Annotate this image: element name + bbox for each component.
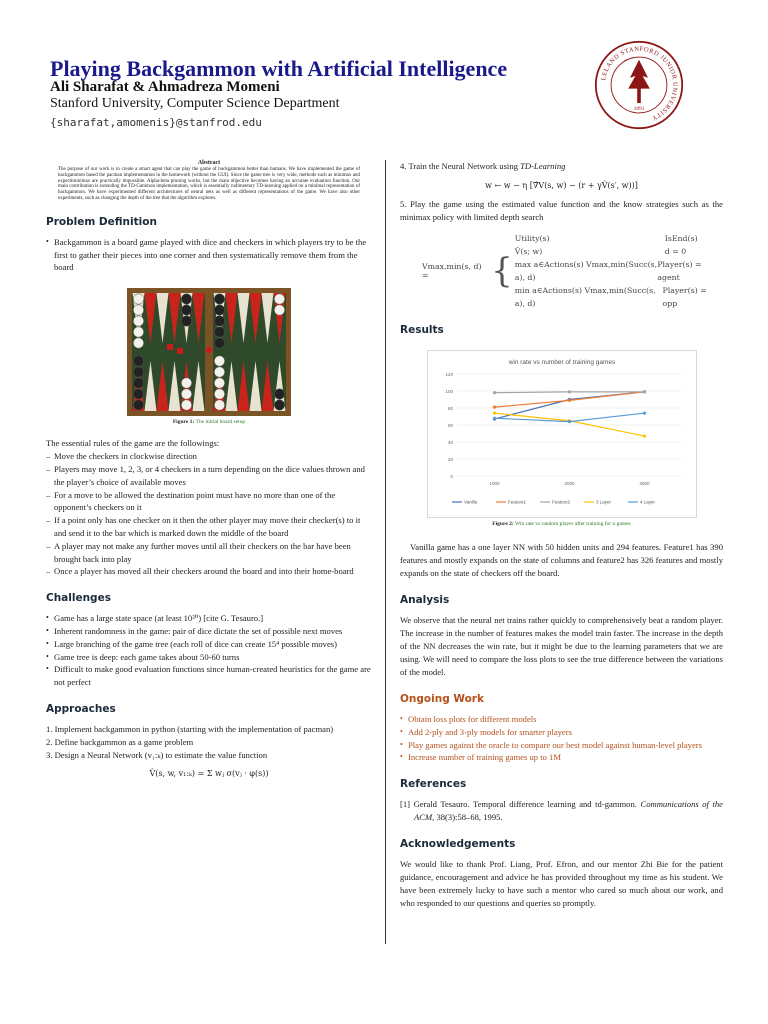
checker <box>133 367 143 377</box>
y-tick-label: 100 <box>444 388 453 394</box>
analysis-heading: Analysis <box>400 594 450 606</box>
ongoing-item: • Obtain loss plots for different models <box>400 713 723 726</box>
y-tick-label: 20 <box>447 456 453 462</box>
minimax-case: V̂(s; w) d = 0 <box>514 247 687 256</box>
figure1-caption: Figure 1: The initial board setup <box>172 419 246 426</box>
poster-title: Playing Backgammon with Artificial Intelligence <box>50 56 508 81</box>
rule-item: – If a point only has one checker on it then the other player may move their checker(s) to it and send it to the bar which is marked down the middle of the board <box>46 514 372 540</box>
checker <box>214 378 224 388</box>
y-tick-label: 40 <box>447 439 453 445</box>
y-tick-label: 120 <box>444 371 453 377</box>
step4: 4. Train the Neural Network using TD-Learning <box>400 161 566 171</box>
rule-item: – A player may not make any further moves until all their checkers on the bar have been brought back into play <box>46 540 372 566</box>
checker <box>214 316 224 326</box>
challenges-heading: Challenges <box>46 592 111 605</box>
results-heading: Results <box>400 324 444 336</box>
rule-item: – For a move to be allowed the destination point must have no more than one of the opponent’s checkers on it <box>46 489 372 515</box>
checker <box>181 316 191 326</box>
checker <box>181 305 191 315</box>
results-paragraph: Vanilla game has a one layer NN with 50 hidden units and 294 features. Feature1 has 390 features and mostly expands on the state of columns and feature2 has 326 features and mostly expands on the state of checkers off the board. <box>400 542 723 578</box>
challenges-list <box>46 612 372 689</box>
checker <box>181 400 191 410</box>
legend-label: 4 Layer <box>639 499 655 505</box>
checker <box>274 400 284 410</box>
approach-item: 1. Implement backgammon in python (starting with the implementation of pacman) <box>46 723 334 734</box>
references-heading: References <box>400 778 467 791</box>
approach-item: 3. Design a Neural Network (v₁:ₖ) to estimate the value function <box>46 749 268 760</box>
checker <box>181 378 191 388</box>
challenge-item: • Game tree is deep: each game takes about 50-60 turns <box>46 651 372 664</box>
checker <box>133 389 143 399</box>
email: {sharafat,amomenis}@stanfrod.edu <box>50 116 262 129</box>
legend-label: Feature1 <box>507 499 526 505</box>
affiliation: Stanford University, Computer Science Department <box>50 96 340 111</box>
checker <box>214 338 224 348</box>
reference-1: [1] Gerald Tesauro. Temporal difference learning and td-gammon. Communications of the ACM, 38(3):58–68, 1995. <box>400 799 723 823</box>
checker <box>181 294 191 304</box>
x-tick-label: 2000 <box>563 481 575 486</box>
data-point <box>642 390 645 393</box>
challenge-item: • Game has a large state space (at least 10²⁰) [cite G. Tesauro.] <box>46 612 372 625</box>
y-tick-label: 60 <box>447 422 453 428</box>
y-tick-label: 80 <box>447 405 453 411</box>
td-update-formula: w ← w − η [∇̂V(s, w) − (r + γV̂(s′, w))] <box>485 181 638 190</box>
checker <box>214 305 224 315</box>
checker <box>133 316 143 326</box>
tree-icon <box>628 60 650 103</box>
data-point <box>492 391 495 394</box>
checker <box>274 389 284 399</box>
ongoing-item: • Increase number of training games up to 1M <box>400 751 723 764</box>
legend-label: Feature2 <box>551 499 570 505</box>
rules-intro: The essential rules of the game are the followings: <box>46 438 220 449</box>
authors: Ali Sharafat & Ahmadreza Momeni <box>50 79 280 95</box>
left-column <box>46 160 372 786</box>
acknowledgements-heading: Acknowledgements <box>400 838 516 851</box>
problem-heading: Problem Definition <box>46 215 157 228</box>
data-point <box>492 406 495 409</box>
abstract-title: Abstract <box>197 160 221 166</box>
challenge-item: • Difficult to make good evaluation functions since human-created heuristics for the game are not perfect <box>46 663 372 689</box>
checker <box>133 400 143 410</box>
svg-text:1891: 1891 <box>633 106 645 113</box>
minimax-case: max a∈Actions(s) Vmax,min(Succ(s, a), d) Player(s) = agent <box>514 260 702 282</box>
checker <box>214 400 224 410</box>
minimax-case: min a∈Actions(s) Vmax,min(Succ(s, a), d) Player(s) = opp <box>514 286 707 308</box>
backgammon-board-image <box>127 288 291 416</box>
data-point <box>642 434 645 437</box>
checker <box>133 327 143 337</box>
checker <box>133 294 143 304</box>
checker <box>214 367 224 377</box>
data-point <box>642 412 645 415</box>
checker <box>133 305 143 315</box>
data-point <box>492 417 495 420</box>
checker <box>214 294 224 304</box>
x-tick-label: 1000 <box>488 481 500 486</box>
data-point <box>492 412 495 415</box>
challenge-item: • Large branching of the game tree (each roll of dice can create 15⁴ possible moves) <box>46 638 372 651</box>
checker <box>274 305 284 315</box>
challenge-item: • Inherent randomness in the game: pair of dice dictate the set of possible next moves <box>46 625 372 638</box>
approaches-heading: Approaches <box>46 702 116 715</box>
chart-title: win rate vs number of training games <box>508 359 615 366</box>
ongoing-heading: Ongoing Work <box>400 693 484 705</box>
data-point <box>567 420 570 423</box>
y-tick-label: 0 <box>449 473 453 479</box>
checker <box>214 356 224 366</box>
column-divider <box>385 160 386 944</box>
rules-list <box>46 450 372 578</box>
approach-item: 2. Define backgammon as a game problem <box>46 736 194 747</box>
approaches-list <box>46 723 372 761</box>
svg-text:LELAND STANFORD JUNIOR UNIVERS: LELAND STANFORD JUNIOR UNIVERSITY <box>600 45 679 122</box>
checker <box>133 338 143 348</box>
acknowledgements-text: We would like to thank Prof. Liang, Prof. Efron, and our mentor Zhi Bie for the patient guidance, encouragement and advice he has provided throughout my time as his student. We have been extremely lucky to have such a mentor who cared so much about our work, and who responded to our questions and queries so promptly. <box>400 859 723 909</box>
checker <box>274 294 284 304</box>
data-point <box>567 390 570 393</box>
minimax-case: Utility(s) IsEnd(s) <box>514 234 698 243</box>
checker <box>133 356 143 366</box>
figure2-caption: Figure 2: Win rate vs random player after training for n games <box>492 521 631 527</box>
ongoing-list <box>400 713 723 764</box>
stanford-seal-logo <box>594 40 684 130</box>
step5: 5. Play the game using the estimated value function and the know strategies such as the minimax policy with limited depth search <box>400 199 723 222</box>
checker <box>214 327 224 337</box>
right-column <box>400 160 723 910</box>
problem-bullet: • Backgammon is a board game played with dice and checkers in which players try to be the first to gather their pieces into one corner and then systematically remove them from the board <box>46 236 372 274</box>
x-tick-label: 3000 <box>638 481 650 486</box>
checker <box>133 378 143 388</box>
rule-item: – Once a player has moved all their checkers around the board and into their home-board <box>46 565 372 578</box>
legend-label: Vanilla <box>463 499 477 505</box>
abstract-text: The purpose of our work is to create a smart agent that can play the game of backgammon better than humans. We have implemented the game of backgammon based the pacman implementation in the homework (without the GUI). Since the game tree is very wide, methods such as minimax and expectiminimax are practically impossible. Alpha-beta pruning works, but the main objective becomes having an accurate evaluation function. Our main contribution is extending the TD-Gammon implementation, which is essentially rudimentary TD-learning applied on a minimal representation of backgammon. We have experimented different architectures of neural nets as well as different representations of the game. We have also other experiments, such as changing the depth of the tree that the algorithm explores. <box>58 167 360 201</box>
results-line-chart <box>427 350 697 518</box>
legend-label: 3 Layer <box>595 499 611 505</box>
value-function-formula: V̂(s, w, v₁:ₖ) = Σ wⱼ σ(vⱼ · φ(s)) <box>149 769 269 779</box>
analysis-text: We observe that the neural net trains rather quickly to comprehensively beat a random player. The increase in the number of features makes the model train faster. The increase in the depth of the NN decreases the win rate, but it might be due to the learning parameters that we are using. We will need to compare the loss plots to see the true difference between the variations of the model. <box>400 615 723 677</box>
minimax-formula: Vmax,min(s, d) = { Utility(s) IsEnd(s) V̂(s; w) d = 0 max a∈Actions(s) Vmax,min(Succ(s, a), d) Player(s) = agent min a∈Actions(s) Vmax,min(Succ(s, a), d) Player(s) = opp <box>422 232 723 310</box>
checker <box>214 389 224 399</box>
rule-item: – Move the checkers in clockwise direction <box>46 450 372 463</box>
ongoing-item: • Add 2-ply and 3-ply models for smarter players <box>400 726 723 739</box>
ongoing-item: • Play games against the oracle to compare our best model against human-level players <box>400 739 723 752</box>
rule-item: – Players may move 1, 2, 3, or 4 checkers in a turn depending on the dice values thrown and the player’s choice of available moves <box>46 463 372 489</box>
checker <box>181 389 191 399</box>
data-point <box>567 399 570 402</box>
